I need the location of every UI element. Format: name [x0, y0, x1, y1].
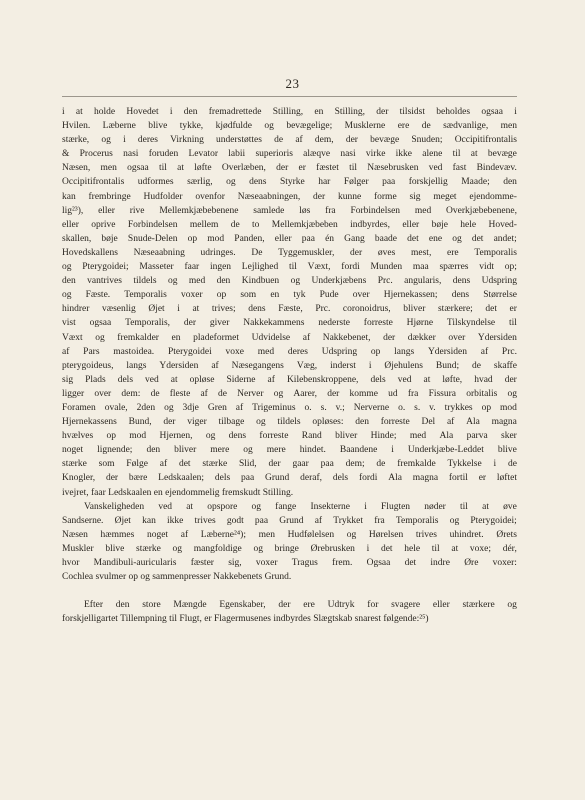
- text-line: vist ogsaa Temporalis, der giver Nakkekammens nederste forreste Hjørne Tilskyndelse til: [62, 318, 517, 329]
- paragraph-1: [62, 105, 517, 500]
- paragraph-gap: [62, 584, 517, 598]
- text-line: Vanskeligheden ved at opspore og fange Insekterne i Flugten nøder til at øve: [84, 501, 517, 512]
- text-line: stærke som Følge af det stærke Slid, der gaar paa dem; de fremkalde Tykkelse i de: [62, 459, 517, 470]
- text-line: eller oprive Forbindelsen mellem de to Mellemkjæbeben indbyrdes, eller bøje hele Hoved-: [62, 219, 517, 230]
- text-line: Occipitifrontalis udformes særlig, og dens Styrke har Følger paa forskjellig Maade; den: [62, 177, 517, 188]
- text-line: Muskler blive stærke og mangfoldige og bringe Ørebrusken i det hele til at voxe; dér,: [62, 543, 517, 554]
- text-line: Foramen ovale, 2den og 3dje Gren af Trigeminus o. s. v.; Nerverne o. s. v. trykkes op mod: [62, 402, 517, 413]
- text-line: og Fæste. Temporalis voxer op som en tyk Pude over Hjernekassen; dens Størrelse: [62, 290, 517, 301]
- header-rule: [62, 96, 517, 97]
- text-line: i at holde Hovedet i den fremadrettede Stilling, en Stilling, der tilsidst beholdes ogsaa i: [62, 107, 517, 117]
- paragraph-3: [62, 598, 517, 626]
- text-line: sig Plads dels ved at opløse Siderne af Kilebenskroppene, dels ved at løfte, hvad der: [62, 374, 517, 385]
- body-text: [62, 105, 517, 626]
- text-line: Hovedskallens Næseaabning udringes. De Tyggemuskler, der øves mest, ere Temporalis: [62, 247, 517, 258]
- text-line: Hvilen. Læberne blive tykke, kjødfulde og bevægelige; Musklerne ere de sædvanlige, men: [62, 121, 517, 132]
- text-line: Efter den store Mængde Egenskaber, der ere Udtryk for svagere eller stærkere og: [84, 600, 517, 611]
- text-line: Næsen, men ogsaa til at løfte Overlæben, der er fæstet til Næsebrusken ved fast Bindevæv.: [62, 163, 517, 174]
- text-line: stærke, og i deres Virkning understøttes de af dem, der bevæge Snuden; Occipitifrontalis: [62, 135, 517, 146]
- text-line: og Pterygoidei; Masseter faar ingen Lejlighed til Væxt, fordi Munden maa spærres vidt op;: [62, 262, 517, 273]
- text-line: hvor Mandibuli-auricularis fæster sig, voxer Tragus frem. Ogsaa det indre Øre voxer:: [62, 558, 517, 568]
- text-line: Hjernekassens Bund, der viger tilbage og tildels opløses: den forreste Del af Ala magna: [62, 417, 517, 428]
- text-line: den vantrives tildels og med den Kindbuen og Underkjæbens Prc. angularis, dens Udspring: [62, 276, 517, 287]
- text-line: Næsen hæmmes noget af Læberne²⁴); men Hudfølelsen og Hørelsen trives uhindret. Ørets: [62, 529, 517, 540]
- text-line: skallen, bøje Snude-Delen op mod Panden, eller paa én Gang baade det ene og det andet;: [62, 233, 517, 244]
- text-line: noget lignende; den bliver mere og mere hindet. Baandene i Underkjæbe-Leddet blive: [62, 445, 517, 456]
- text-line: hvælves op mod Hjernen, og dens forreste Rand bliver Hinde; med Ala parva sker: [62, 431, 517, 442]
- text-line: kan frembringe Hudfolder ovenfor Næseaabningen, der kunne forme sig meget ejendomme-: [62, 191, 517, 202]
- text-line: & Procerus nasi foruden Levator labii superioris alæqve nasi virke ikke alene til at bevæge: [62, 149, 517, 160]
- text-line: pterygoideus, langs Ydersiden af Næsegangens Væg, inderst i Øjehulens Bund; de skaffe: [62, 360, 517, 371]
- text-line: Sandserne. Øjet kan ikke trives godt paa Grund af Trykket fra Temporalis og Pterygoidei;: [62, 515, 517, 526]
- page-number: 23: [285, 76, 300, 91]
- text-line: af Pars mastoidea. Pterygoidei voxe med deres Udspring op langs Ydersiden af Prc.: [62, 346, 517, 357]
- text-line: lig²³), eller rive Mellemkjæbebenene samlede løs fra Forbindelsen med Overkjæbebenene,: [62, 205, 517, 216]
- text-line: Cochlea svulmer op og sammenpresser Nakkebenets Grund.: [62, 572, 292, 583]
- text-line: ligger over dem: de fleste af de Nerver og Aarer, der komme ud fra Fissura orbitalis og: [62, 388, 517, 399]
- text-line: ivejret, faar Ledskaalen en ejendommelig fremskudt Stilling.: [62, 487, 294, 498]
- text-line: Knogler, der bære Ledskaalen; dels paa Grund deraf, dels fordi Ala magna fortil er løftet: [62, 473, 517, 484]
- text-line: forskjelligartet Tillempning til Flugt, er Flagermusenes indbyrdes Slægtskab snarest følgende:²⁵): [62, 614, 429, 625]
- text-line: hindrer væsenlig Øjet i at trives; dens Fæste, Prc. coronoidrus, bliver stærkere; det er: [62, 304, 517, 315]
- text-line: Væxt og fremkalder en pladeformet Udvidelse af Nakkebenet, der dækker over Ydersiden: [62, 332, 517, 343]
- paragraph-2: [62, 500, 517, 585]
